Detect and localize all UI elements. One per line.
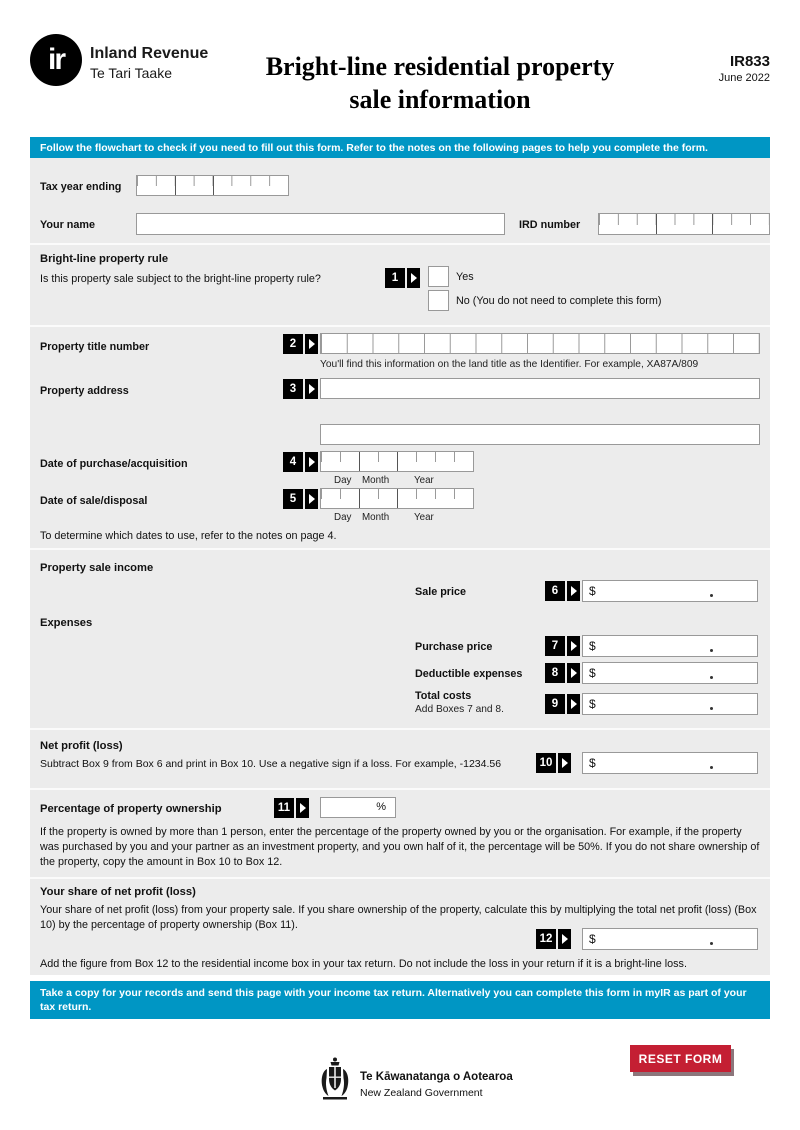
- box-5-marker: [283, 489, 318, 509]
- total-costs-note: Add Boxes 7 and 8.: [415, 704, 504, 715]
- box-arrow-icon: [558, 753, 571, 773]
- purchase-date-label: Date of purchase/acquisition: [40, 458, 188, 470]
- box-number: 3: [283, 379, 303, 399]
- top-banner: Follow the flowchart to check if you need to fill out this form. Refer to the notes on the following pages to help you complete the form.: [30, 137, 770, 159]
- box-number: 10: [536, 753, 556, 773]
- property-title-number-label: Property title number: [40, 341, 150, 353]
- ird-number-input[interactable]: [598, 213, 770, 235]
- currency-symbol: $: [589, 584, 596, 598]
- purchase-date-input[interactable]: [320, 451, 474, 472]
- section-divider: [30, 877, 770, 879]
- property-address-input-line2[interactable]: [320, 424, 760, 445]
- box-arrow-icon: [305, 489, 318, 509]
- box-arrow-icon: [305, 334, 318, 354]
- currency-symbol: $: [589, 756, 596, 770]
- ird-number-label: IRD number: [519, 219, 581, 231]
- box-number: 5: [283, 489, 303, 509]
- reset-form-button[interactable]: RESET FORM: [630, 1045, 731, 1072]
- box-6-marker: [545, 581, 580, 601]
- sale-date-input[interactable]: [320, 488, 474, 509]
- month-label: Month: [362, 512, 390, 523]
- box-12-marker: [536, 929, 571, 949]
- box-number: 6: [545, 581, 565, 601]
- day-label: Day: [334, 512, 352, 523]
- box-number: 7: [545, 636, 565, 656]
- dates-note: To determine which dates to use, refer to the notes on page 4.: [40, 530, 337, 542]
- decimal-point: [710, 766, 713, 769]
- box-9-marker: [545, 694, 580, 714]
- decimal-point: [710, 649, 713, 652]
- section-divider: [30, 728, 770, 730]
- section-divider: [30, 548, 770, 550]
- org-name-maori: Te Tari Taake: [90, 65, 172, 81]
- net-profit-heading: Net profit (loss): [40, 740, 123, 752]
- box-arrow-icon: [567, 663, 580, 683]
- share-note: Add the figure from Box 12 to the residential income box in your tax return. Do not include the loss in your return if it is a bright-line loss.: [40, 958, 687, 970]
- section-divider: [30, 788, 770, 790]
- no-label: No (You do not need to complete this form): [456, 295, 662, 307]
- box-8-marker: [545, 663, 580, 683]
- page-title: [180, 50, 700, 117]
- box-number: 2: [283, 334, 303, 354]
- brightline-heading: Bright-line property rule: [40, 253, 169, 265]
- day-label: Day: [334, 475, 352, 486]
- currency-symbol: $: [589, 666, 596, 680]
- box-number: 9: [545, 694, 565, 714]
- box-2-marker: [283, 334, 318, 354]
- box-11-marker: [274, 798, 309, 818]
- checkbox-no[interactable]: [428, 290, 449, 311]
- page-title-line2: sale information: [349, 85, 531, 115]
- sale-price-input[interactable]: [582, 580, 758, 602]
- currency-symbol: $: [589, 932, 596, 946]
- decimal-point: [710, 942, 713, 945]
- sale-date-label: Date of sale/disposal: [40, 495, 148, 507]
- box-10-marker: [536, 753, 571, 773]
- month-label: Month: [362, 475, 390, 486]
- share-paragraph: Your share of net profit (loss) from your property sale. If you share ownership of the property, calculate this by multiplying the total net profit (loss) (Box 10) by the percentage of property ownership (Box 11).: [40, 904, 757, 931]
- yes-label: Yes: [456, 271, 474, 283]
- total-costs-input[interactable]: [582, 693, 758, 715]
- ownership-percentage-input[interactable]: [320, 797, 396, 818]
- govt-name-english: New Zealand Government: [360, 1087, 483, 1099]
- tax-year-label: Tax year ending: [40, 181, 122, 193]
- purchase-price-input[interactable]: [582, 635, 758, 657]
- brightline-question: Is this property sale subject to the bright-line property rule?: [40, 273, 321, 285]
- box-arrow-icon: [296, 798, 309, 818]
- section-divider: [30, 243, 770, 245]
- box-arrow-icon: [567, 636, 580, 656]
- nz-coat-of-arms-icon: [317, 1056, 353, 1102]
- box-1-marker: [385, 268, 420, 288]
- property-title-number-input[interactable]: [320, 333, 760, 354]
- page-title-line1: Bright-line residential property: [265, 52, 615, 81]
- box-number: 8: [545, 663, 565, 683]
- box-3-marker: [283, 379, 318, 399]
- your-name-input[interactable]: [136, 213, 505, 235]
- org-name: Inland Revenue: [90, 45, 209, 62]
- your-name-label: Your name: [40, 219, 95, 231]
- currency-symbol: $: [589, 639, 596, 653]
- deductible-expenses-input[interactable]: [582, 662, 758, 684]
- expenses-heading: Expenses: [40, 617, 93, 629]
- deductible-expenses-label: Deductible expenses: [415, 668, 523, 680]
- field-group-divider: [397, 489, 398, 508]
- bottom-banner: Take a copy for your records and send this page with your income tax return. Alternatively you can complete this form in myIR as part of your tax return.: [30, 981, 770, 1019]
- field-group-divider: [359, 489, 360, 508]
- title-number-note: You'll find this information on the land title as the Identifier. For example, XA87A/809: [320, 359, 699, 370]
- box-arrow-icon: [558, 929, 571, 949]
- section-divider: [30, 325, 770, 327]
- sale-price-label: Sale price: [415, 586, 467, 598]
- field-group-divider: [213, 176, 214, 195]
- year-label: Year: [414, 512, 434, 523]
- purchase-price-label: Purchase price: [415, 641, 493, 653]
- box-number: 1: [385, 268, 405, 288]
- currency-symbol: $: [589, 697, 596, 711]
- net-profit-input[interactable]: [582, 752, 758, 774]
- box-arrow-icon: [407, 268, 420, 288]
- field-group-divider: [656, 214, 657, 234]
- property-address-label: Property address: [40, 385, 129, 397]
- tax-year-input[interactable]: [136, 175, 289, 196]
- decimal-point: [710, 594, 713, 597]
- inland-revenue-logo: [30, 34, 82, 86]
- net-profit-instruction: Subtract Box 9 from Box 6 and print in Box 10. Use a negative sign if a loss. For example, -1234.56: [40, 758, 502, 770]
- box-arrow-icon: [305, 379, 318, 399]
- field-group-divider: [397, 452, 398, 471]
- box-arrow-icon: [567, 581, 580, 601]
- box-7-marker: [545, 636, 580, 656]
- field-group-divider: [359, 452, 360, 471]
- ownership-paragraph: If the property is owned by more than 1 person, enter the percentage of the property owned by you or the organisation. For example, if the property was purchased by you and your partner as an investment property, and you own half of it, the percentage will be 50%. If you do not share ownership of the property, copy the amount in Box 10 to Box 12.: [40, 826, 760, 868]
- field-group-divider: [175, 176, 176, 195]
- box-number: 12: [536, 929, 556, 949]
- decimal-point: [710, 707, 713, 710]
- share-net-profit-input[interactable]: [582, 928, 758, 950]
- decimal-point: [710, 676, 713, 679]
- box-number: 4: [283, 452, 303, 472]
- income-heading: Property sale income: [40, 562, 154, 574]
- checkbox-yes[interactable]: [428, 266, 449, 287]
- logo-text: ir: [47, 43, 64, 76]
- year-label: Year: [414, 475, 434, 486]
- govt-name-maori: Te Kāwanatanga o Aotearoa: [360, 1071, 513, 1083]
- percent-sign: %: [376, 801, 386, 813]
- box-arrow-icon: [567, 694, 580, 714]
- property-address-input-line1[interactable]: [320, 378, 760, 399]
- box-number: 11: [274, 798, 294, 818]
- form-date: June 2022: [718, 72, 770, 84]
- box-4-marker: [283, 452, 318, 472]
- field-group-divider: [712, 214, 713, 234]
- ownership-heading: Percentage of property ownership: [40, 803, 222, 815]
- form-code: IR833: [729, 53, 770, 70]
- total-costs-label: Total costs: [415, 690, 472, 702]
- share-heading: Your share of net profit (loss): [40, 886, 196, 898]
- box-arrow-icon: [305, 452, 318, 472]
